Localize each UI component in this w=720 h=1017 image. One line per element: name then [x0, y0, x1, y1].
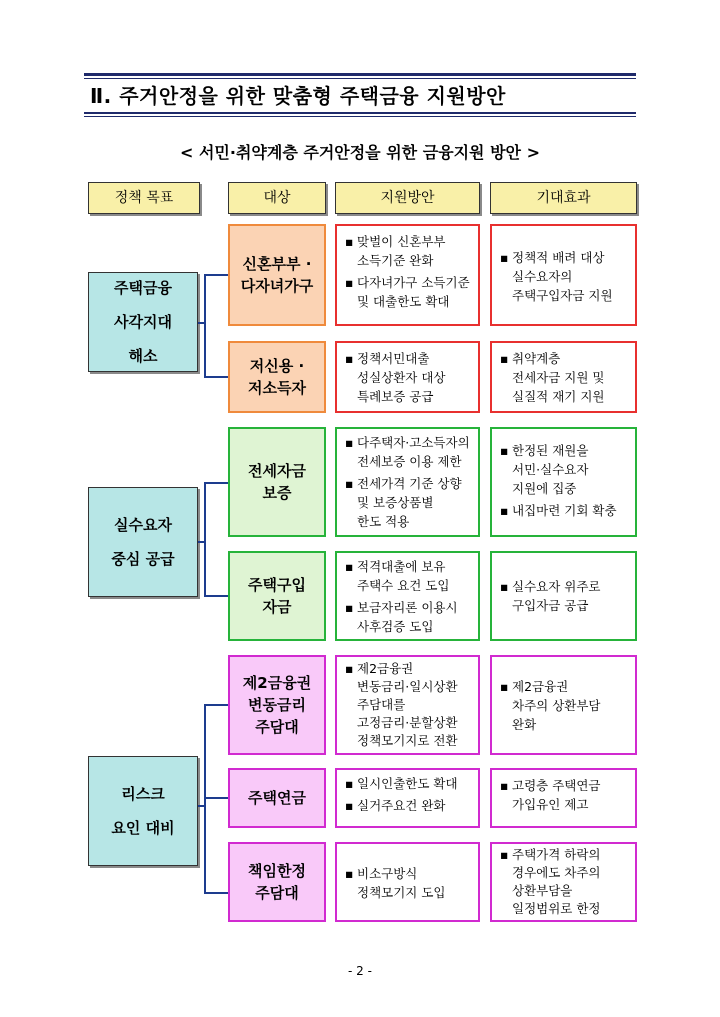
method-item: ▪ 실거주요건 완화	[345, 798, 446, 813]
effect-item: ▪ 취약계층 전세자금 지원 및 실질적 재기 지원	[500, 351, 605, 404]
effect-cell-reverse-mortgage	[490, 768, 637, 828]
method-cell-purchase	[335, 551, 480, 641]
target-newlyweds: 신혼부부 · 다자녀가구	[228, 224, 326, 326]
method-cell-newlyweds	[335, 224, 480, 326]
title-rule-top-thin	[84, 78, 636, 79]
target-limited-liability-mortgage: 책임한정 주담대	[228, 842, 326, 922]
title-rule-top	[84, 73, 636, 76]
effect-cell-limited-liability	[490, 842, 637, 922]
column-header-goal: 정책 목표	[88, 182, 200, 214]
effect-item: ▪ 제2금융권 차주의 상환부담 완화	[500, 679, 601, 732]
method-item: ▪ 보금자리론 이용시 사후검증 도입	[345, 600, 458, 634]
method-item: ▪ 일시인출한도 확대	[345, 776, 458, 791]
connector	[204, 274, 206, 377]
method-item: ▪ 적격대출에 보유 주택수 요건 도입	[345, 559, 450, 593]
goal-risk-preparation: 리스크 요인 대비	[88, 756, 198, 866]
column-header-target: 대상	[228, 182, 326, 214]
method-cell-low-credit	[335, 341, 480, 413]
column-header-effect: 기대효과	[490, 182, 637, 214]
effect-item: ▪ 고령층 주택연금 가입유인 제고	[500, 778, 601, 812]
method-item: ▪ 제2금융권 변동금리·일시상환 주담대를 고정금리·분할상환 정책모기지로 전환	[345, 661, 458, 748]
method-cell-secondary	[335, 655, 480, 755]
method-item: ▪ 다자녀가구 소득기준 및 대출한도 확대	[345, 275, 470, 309]
page-number: - 2 -	[348, 964, 372, 978]
connector	[204, 704, 228, 706]
effect-item: ▪ 주택가격 하락의 경우에도 차주의 상환부담을 일정범위로 한정	[500, 847, 601, 916]
target-jeonse-guarantee: 전세자금 보증	[228, 427, 326, 537]
connector	[204, 704, 206, 893]
target-reverse-mortgage: 주택연금	[228, 768, 326, 828]
page-title: Ⅱ. 주거안정을 위한 맞춤형 주택금융 지원방안	[90, 84, 506, 108]
diagram-subtitle: < 서민·취약계층 주거안정을 위한 금융지원 방안 >	[180, 143, 540, 162]
column-header-method: 지원방안	[335, 182, 480, 214]
effect-item: ▪ 실수요자 위주로 구입자금 공급	[500, 579, 601, 613]
effect-cell-low-credit	[490, 341, 637, 413]
method-cell-reverse-mortgage	[335, 768, 480, 828]
connector	[204, 482, 228, 484]
effect-cell-newlyweds	[490, 224, 637, 326]
method-cell-limited-liability	[335, 842, 480, 922]
target-low-credit: 저신용 · 저소득자	[228, 341, 326, 413]
effect-cell-purchase	[490, 551, 637, 641]
effect-cell-jeonse	[490, 427, 637, 537]
connector	[204, 482, 206, 596]
effect-cell-secondary	[490, 655, 637, 755]
connector	[204, 892, 228, 894]
connector	[204, 376, 228, 378]
target-home-purchase-fund: 주택구입 자금	[228, 551, 326, 641]
method-item: ▪ 정책서민대출 성실상환자 대상 특례보증 공급	[345, 351, 446, 404]
connector	[204, 797, 228, 799]
title-rule-bottom-thin	[84, 116, 636, 117]
effect-item: ▪ 정책적 배려 대상 실수요자의 주택구입자금 지원	[500, 250, 613, 303]
method-item: ▪ 맞벌이 신혼부부 소득기준 완화	[345, 234, 446, 268]
connector	[204, 595, 228, 597]
method-item: ▪ 다주택자·고소득자의 전세보증 이용 제한	[345, 435, 470, 469]
goal-real-demand: 실수요자 중심 공급	[88, 487, 198, 597]
connector	[204, 274, 228, 276]
effect-item: ▪ 내집마련 기회 확충	[500, 503, 617, 518]
method-item: ▪ 비소구방식 정책모기지 도입	[345, 866, 446, 900]
goal-blind-spot: 주택금융 사각지대 해소	[88, 272, 198, 372]
target-secondary-variable-mortgage: 제2금융권 변동금리 주담대	[228, 655, 326, 755]
method-item: ▪ 전세가격 기준 상향 및 보증상품별 한도 적용	[345, 476, 462, 529]
title-rule-bottom	[84, 112, 636, 114]
effect-item: ▪ 한정된 재원을 서민·실수요자 지원에 집중	[500, 443, 589, 496]
method-cell-jeonse	[335, 427, 480, 537]
